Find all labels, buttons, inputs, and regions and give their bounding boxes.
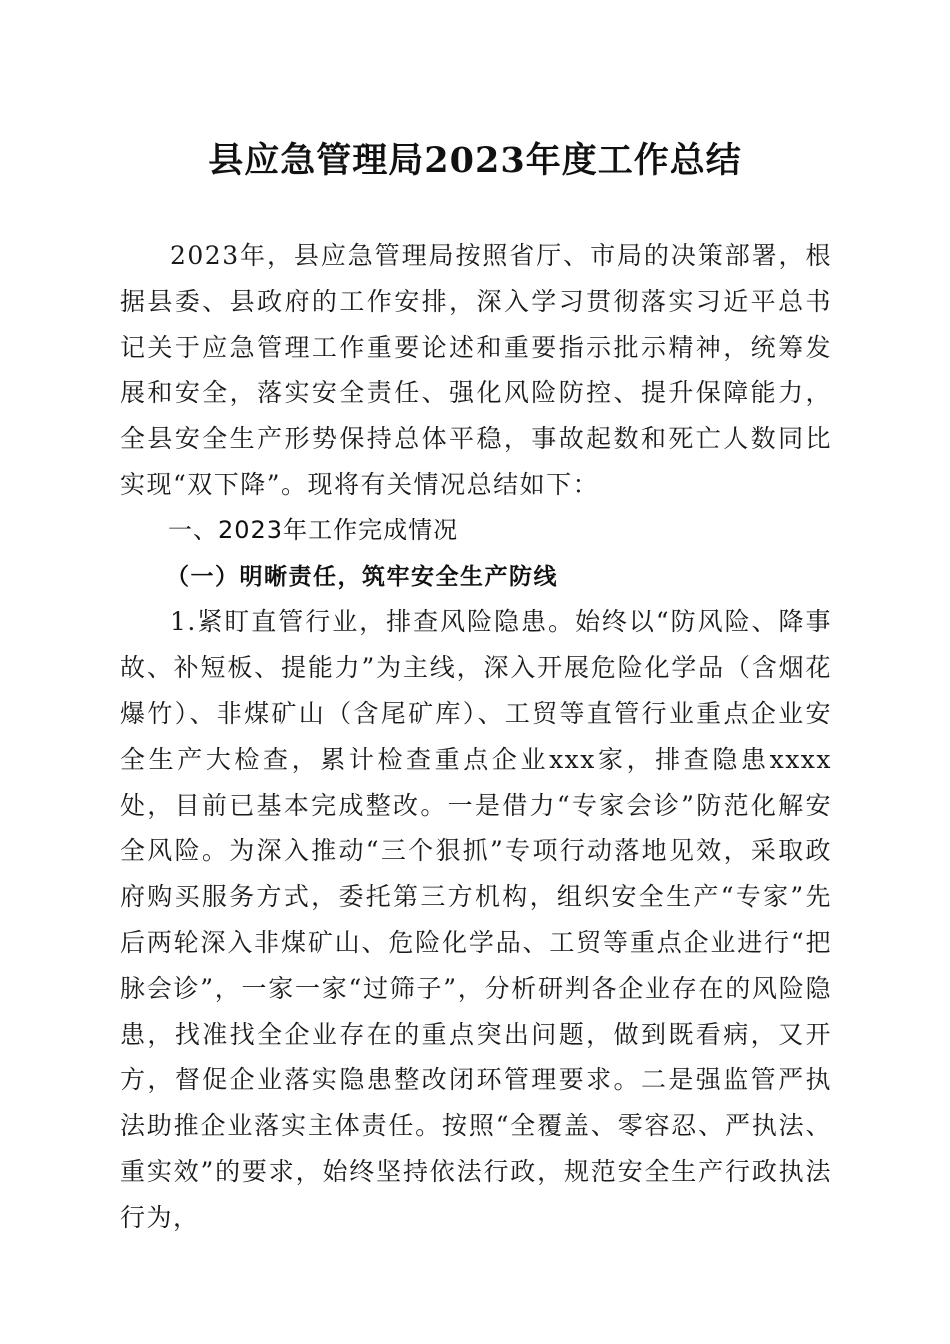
subsection-heading: （一）明晰责任，筑牢安全生产防线	[166, 562, 558, 590]
document-body	[120, 233, 832, 1241]
document-title: 县应急管理局2023年度工作总结	[208, 140, 742, 181]
section-heading: 一、2023年工作完成情况	[168, 515, 459, 544]
intro-paragraph: 2023年，县应急管理局按照省厅、市局的决策部署，根据县委、县政府的工作安排，深入学习贯彻落实习近平总书记关于应急管理工作重要论述和重要指示批示精神，统筹发展和安全，落实安全责任、强化风险防控、提升保障能力，全县安全生产形势保持总体平稳，事故起数和死亡人数同比实现“双下降”。现将有关情况总结如下：	[120, 241, 832, 499]
item-paragraph: 1.紧盯直管行业，排查风险隐患。始终以“防风险、降事故、补短板、提能力”为主线，深入开展危险化学品（含烟花爆竹）、非煤矿山（含尾矿库）、工贸等直管行业重点企业安全生产大检查，累计检查重点企业xxx家，排查隐患xxxx处，目前已基本完成整改。一是借力“专家会诊”防范化解安全风险。为深入推动“三个狠抓”专项行动落地见效，采取政府购买服务方式，委托第三方机构，组织安全生产“专家”先后两轮深入非煤矿山、危险化学品、工贸等重点企业进行“把脉会诊”，一家一家“过筛子”，分析研判各企业存在的风险隐患，找准找全企业存在的重点突出问题，做到既看病，又开方，督促企业落实隐患整改闭环管理要求。二是强监管严执法助推企业落实主体责任。按照“全覆盖、零容忍、严执法、重实效”的要求，始终坚持依法行政，规范安全生产行政执法行为，	[120, 607, 832, 1232]
